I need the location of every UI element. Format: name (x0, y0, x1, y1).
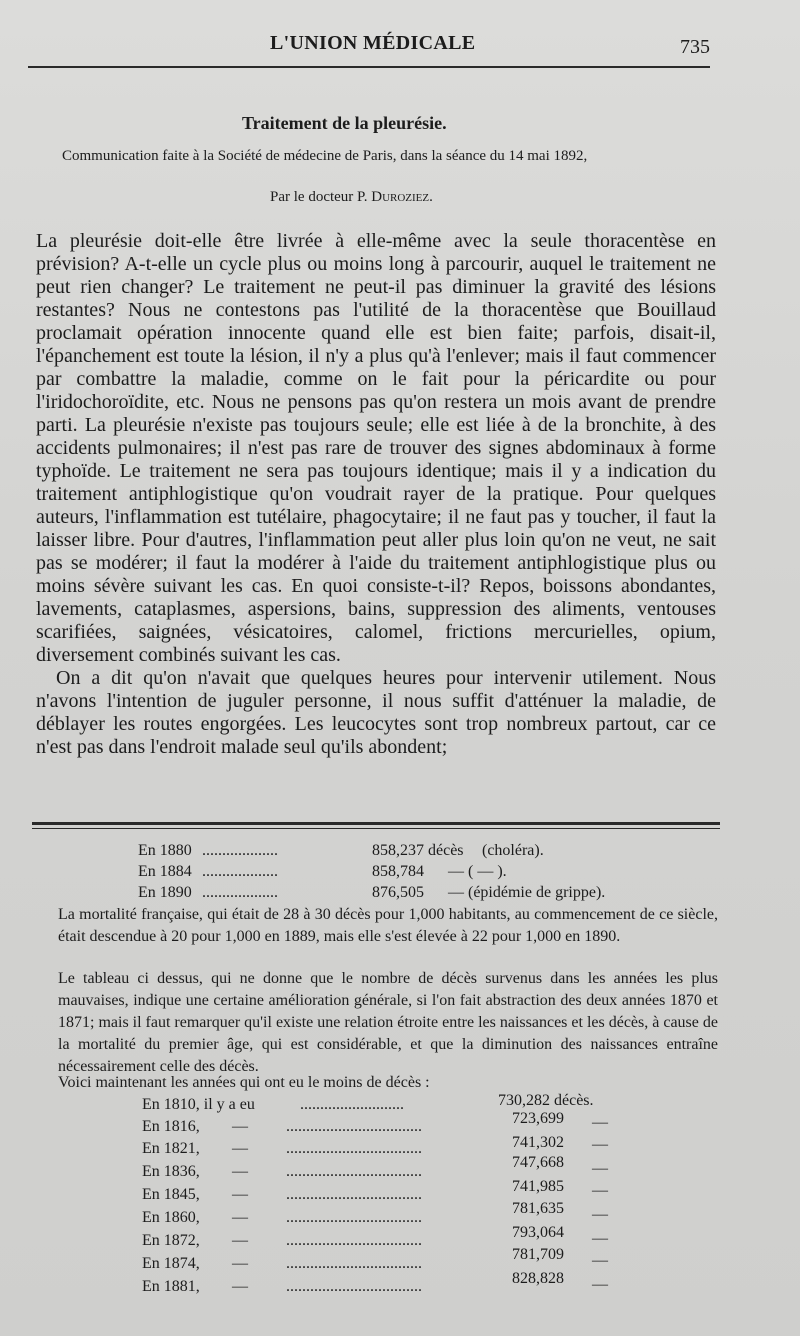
running-title: L'UNION MÉDICALE (270, 32, 476, 54)
footnote-text-2: Le tableau ci dessus, qui ne donne que le nombre de décès survenus dans les années les plus mauvaises, indique une certaine amélioration générale, si l'on fait abstraction des deux années 1870 et 1871; mais il faut remarquer qu'il existe une relation étroite entre les naissances et les décès, à cause de la mortalité du premier âge, qui est considérable, et que la diminution des naissances entraîne nécessairement celle des décès. (58, 970, 718, 1075)
fn-row-label: En 1880 (138, 842, 192, 859)
footnote-rule-thin (32, 828, 720, 829)
body-paragraph-1: La pleurésie doit-elle être livrée à elle-même avec la seule thoracentèse en prévision? A-t-elle un cycle plus ou moins long à parcourir, auquel le traitement ne peut rien changer? Le traitement ne peut-il pas diminuer la gravité des lésions restantes? Nous ne contestons pas l'utilité de la thoracentèse que Bouillaud proclamait opération innocente quand elle est bien faite; parfois, disait-il, l'épanchement est toute la lésion, il n'y a plus qu'à l'enlever; mais il faut commencer par combattre la maladie, comme on le fait pour la péricardite ou pour l'iridochoroïdite, etc. Nous ne pensons pas qu'on restera un mois avant de prendre parti. La pleurésie n'existe pas toujours seule; elle est liée à de la bronchite, à des accidents pulmonaires; il n'est pas rare de trouver des signes abdominaux à forme typhoïde. Le traitement ne sera pas toujours identique; mais il y a indication du traitement antiphlogistique qu'on voudrait rayer de la pratique. Pour quelques auteurs, l'inflammation est tutélaire, phagocytaire; il ne faut pas y toucher, il faut la laisser libre. Pour d'autres, l'inflammation peut aller plus loin qu'on ne veut, ne sait pas se modérer; il faut la modérer à l'aide du traitement antiphlogistique plus ou moins sévère suivant les cas. En quoi consiste-t-il? Repos, boissons abondantes, lavements, cataplasmes, aspersions, bains, suppression des aliments, ventouses scarifiées, saignées, vésicatoires, calomel, frictions mercurielles, opium, diversement combinés suivant les cas. (36, 230, 716, 666)
year-tail: — (592, 1276, 608, 1293)
year-label: En 1881, (142, 1278, 200, 1295)
year-dots: .......................... (300, 1096, 404, 1113)
byline (270, 189, 433, 206)
article-title: Traitement de la pleurésie. (242, 113, 447, 133)
fn-row-value: 858,784 (372, 863, 424, 880)
fn-row-dots: ................... (202, 842, 278, 859)
fn-row-note: (choléra). (482, 842, 544, 859)
year-label: En 1836, (142, 1163, 200, 1180)
year-label: En 1874, (142, 1255, 200, 1272)
fn-row-value: 876,505 (372, 884, 424, 901)
body-paragraph-2: On a dit qu'on n'avait que quelques heures pour intervenir utilement. Nous n'avons l'intention de juguler personne, il nous suffit d'atténuer la maladie, de déblayer les routes engorgées. Les leucocytes sont trop nombreux partout, car ce n'est pas dans l'endroit malade seul qu'ils abondent; (36, 667, 716, 758)
year-dots: .................................. (286, 1163, 422, 1180)
header-rule (28, 66, 710, 68)
year-label: En 1860, (142, 1209, 200, 1226)
fn-row-value: 858,237 décès (372, 842, 464, 859)
year-value: 741,302 (512, 1134, 564, 1151)
year-value: 793,064 (512, 1224, 564, 1241)
communication-line: Communication faite à la Société de médecine de Paris, dans la séance du 14 mai 1892, (62, 148, 588, 164)
byline-prefix: Par le docteur P. (270, 189, 372, 205)
year-tail: — (592, 1230, 608, 1247)
footnote-text-1: La mortalité française, qui était de 28 à 30 décès pour 1,000 habitants, au commencement de ce siècle, était descendue à 20 pour 1,000 en 1889, mais elle s'est élevée à 22 pour 1,000 en 1890. (58, 906, 718, 945)
footnote-rule-thick (32, 822, 720, 825)
year-dots: .................................. (286, 1140, 422, 1157)
year-dash: — (232, 1186, 248, 1203)
year-value: 781,635 (512, 1200, 564, 1217)
footnote-paragraph-3: Voici maintenant les années qui ont eu le moins de décès : (58, 1074, 430, 1091)
year-label: En 1845, (142, 1186, 200, 1203)
year-label: En 1872, (142, 1232, 200, 1249)
year-dash: — (232, 1118, 248, 1135)
year-label: En 1816, (142, 1118, 200, 1135)
year-dots: .................................. (286, 1278, 422, 1295)
footnote-paragraph-2 (58, 968, 718, 1078)
year-tail: — (592, 1206, 608, 1223)
fn-row-note: — ( — ). (448, 863, 507, 880)
year-value: 828,828 (512, 1270, 564, 1287)
year-dash: — (232, 1232, 248, 1249)
year-tail: — (592, 1114, 608, 1131)
year-tail: — (592, 1136, 608, 1153)
author-name: Duroziez. (371, 189, 433, 205)
year-value: 781,709 (512, 1246, 564, 1263)
article-body (36, 230, 716, 759)
year-value: 723,699 (512, 1110, 564, 1127)
year-label: En 1810, il y a eu (142, 1096, 255, 1113)
year-value: 730,282 décès. (498, 1092, 594, 1109)
year-dash: — (232, 1209, 248, 1226)
year-dots: .................................. (286, 1232, 422, 1249)
year-dash: — (232, 1278, 248, 1295)
year-tail: — (592, 1160, 608, 1177)
year-dash: — (232, 1163, 248, 1180)
year-tail: — (592, 1252, 608, 1269)
page-number: 735 (680, 36, 710, 58)
year-tail: — (592, 1182, 608, 1199)
fn-row-dots: ................... (202, 863, 278, 880)
footnote-paragraph-1 (58, 904, 718, 948)
year-label: En 1821, (142, 1140, 200, 1157)
year-dash: — (232, 1140, 248, 1157)
fn-row-dots: ................... (202, 884, 278, 901)
year-dots: .................................. (286, 1186, 422, 1203)
fn-row-note: — (épidémie de grippe). (448, 884, 606, 901)
year-value: 747,668 (512, 1154, 564, 1171)
fn-row-label: En 1890 (138, 884, 192, 901)
year-dots: .................................. (286, 1209, 422, 1226)
year-dots: .................................. (286, 1118, 422, 1135)
year-value: 741,985 (512, 1178, 564, 1195)
year-dash: — (232, 1255, 248, 1272)
year-dots: .................................. (286, 1255, 422, 1272)
fn-row-label: En 1884 (138, 863, 192, 880)
